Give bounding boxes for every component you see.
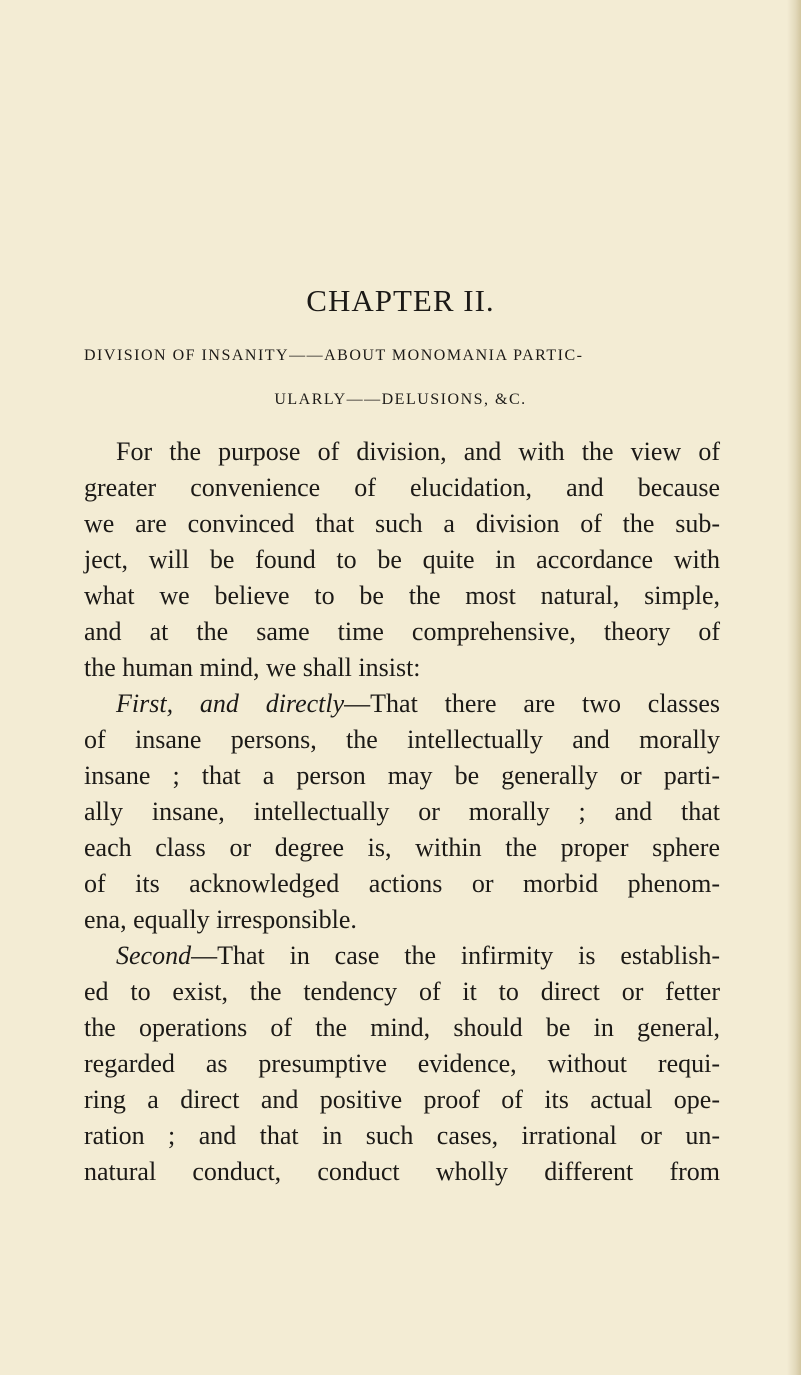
paragraph-1-line-2: greater convenience of elucidation, and because (84, 473, 720, 502)
paragraph-1-line-5: what we believe to be the most natural, simple, (84, 581, 720, 610)
paragraph-3-line-1 (116, 938, 720, 974)
paragraph-3-lead: Second (116, 941, 192, 970)
paragraph-2-line-3: insane ; that a person may be generally or parti- (84, 761, 720, 790)
page-edge (787, 0, 801, 1375)
paragraph-1-line-1: For the purpose of division, and with the view of (116, 437, 720, 466)
chapter-subtitle-line-1: DIVISION OF INSANITY——ABOUT MONOMANIA PARTIC- (84, 347, 584, 364)
paragraph-1-line-7: the human mind, we shall insist: (84, 653, 421, 682)
paragraph-2-line-6: of its acknowledged actions or morbid phenom- (84, 869, 720, 898)
paragraph-1-line-6: and at the same time comprehensive, theory of (84, 617, 720, 646)
paragraph-2-line-4: ally insane, intellectually or morally ; and that (84, 797, 720, 826)
paragraph-2-line-1 (116, 686, 720, 722)
paragraph-3-line-3: the operations of the mind, should be in general, (84, 1013, 720, 1042)
paragraph-3-line-2: ed to exist, the tendency of it to direct or fetter (84, 977, 720, 1006)
chapter-subtitle-line-2: ULARLY——DELUSIONS, &C. (274, 391, 527, 408)
paragraph-3-line-7: natural conduct, conduct wholly different from (84, 1157, 720, 1186)
paragraph-1-line-4: ject, will be found to be quite in accordance with (84, 545, 720, 574)
paragraph-2-line-7: ena, equally irresponsible. (84, 905, 357, 934)
paragraph-3-line-6: ration ; and that in such cases, irrational or un- (84, 1121, 720, 1150)
paragraph-3-line-1-text: —That in case the infirmity is establish- (191, 941, 720, 970)
chapter-title: CHAPTER II. (306, 283, 495, 318)
paragraph-1-line-3: we are convinced that such a division of the sub- (84, 509, 720, 538)
paragraph-2-lead: First, and directly (116, 689, 345, 718)
paragraph-2-line-1-text: —That there are two classes (344, 689, 720, 718)
paragraph-2-line-5: each class or degree is, within the proper sphere (84, 833, 720, 862)
paragraph-3-line-4: regarded as presumptive evidence, without requi- (84, 1049, 720, 1078)
paragraph-3-line-5: ring a direct and positive proof of its actual ope- (84, 1085, 720, 1114)
paragraph-2-line-2: of insane persons, the intellectually and morally (84, 725, 720, 754)
